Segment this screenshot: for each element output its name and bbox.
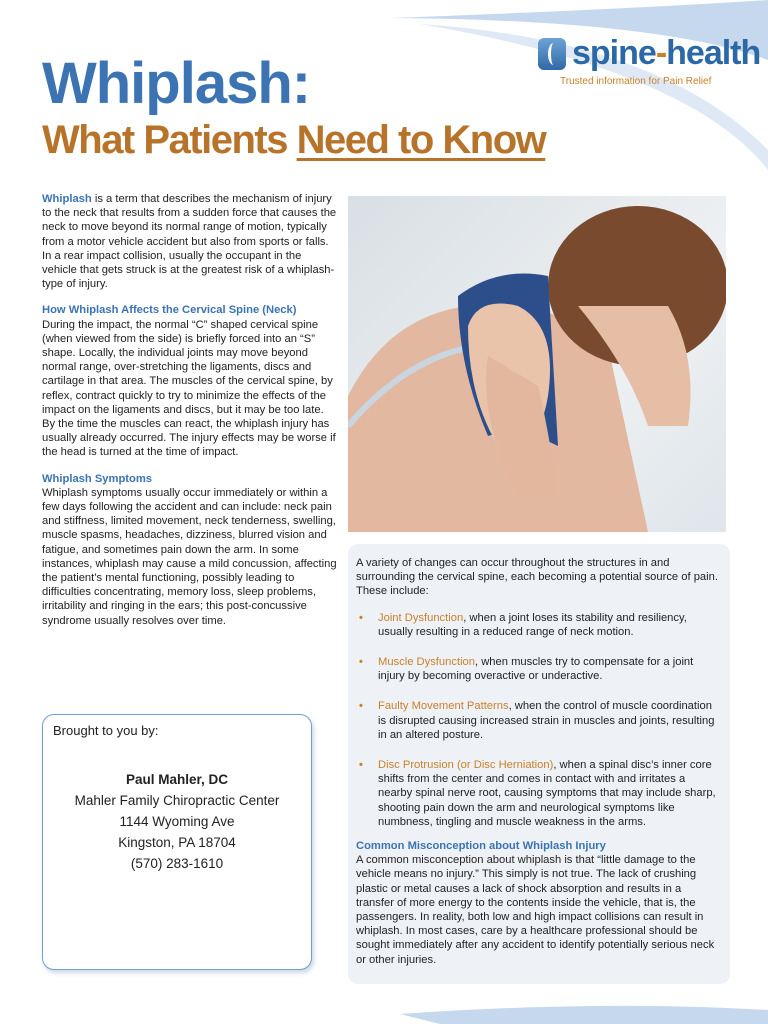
bullet-icon: • (359, 700, 363, 713)
changes-intro: A variety of changes can occur throughout the structures in and surrounding the cervical spine, each becoming a potential source of pain. These include: (356, 557, 718, 598)
sponsor-street: 1144 Wyoming Ave (119, 814, 235, 829)
sponsor-box (42, 714, 312, 970)
list-item: • Faulty Movement Patterns, when the control of muscle coordination is disrupted causing increased strain in muscles and joints, resulting in an altered posture. (359, 700, 715, 741)
sponsor-city: Kingston, PA 18704 (118, 835, 236, 850)
left-column (42, 192, 338, 628)
page-title: Whiplash: (42, 51, 311, 116)
misconception-heading: Common Misconception about Whiplash Injury (356, 840, 606, 853)
bullet-icon: • (359, 656, 363, 669)
intro-lead: Whiplash (42, 193, 92, 205)
spine-health-logo (538, 34, 761, 94)
spine-icon (538, 38, 566, 70)
page-subtitle: What Patients Need to Know (42, 118, 546, 162)
footer-swoosh (400, 1004, 768, 1024)
sponsor-name: Paul Mahler, DC (125, 772, 229, 787)
logo-wordmark: spine-health (572, 34, 761, 72)
cervical-paragraph: During the impact, the normal “C” shaped cervical spine (when viewed from the side) is briefly forced into an “S” shape. Locally, the individual joints may move beyond normal range, over-stretching the ligaments, discs and cartilage in that area. The muscles of the cervical spine, by reflex, contract quickly to try to minimize the effects of the impact on the ligaments and discs, but it may be too late. By the time the muscles can react, the whiplash injury has usually already occurred. The injury effects may be worse if the head is turned at the time of impact. (42, 318, 336, 459)
cervical-heading: How Whiplash Affects the Cervical Spine (Neck) (42, 304, 297, 317)
list-item: • Disc Protrusion (or Disc Herniation), when a spinal disc’s inner core shifts from the center and comes in contact with and irritates a nearby spinal nerve root, causing symptoms that may include sharp, shooting pain down the arm and neurological symptoms like numbness, tingling and muscle weakness in the arms. (359, 759, 716, 828)
symptoms-paragraph: Whiplash symptoms usually occur immediately or within a few days following the accident and can include: neck pain and stiffness, limited movement, neck tenderness, swelling, muscle spasms, headaches, dizziness, blurred vision and fatigue, and sometimes pain down the arm. In some instances, whiplash may cause a mild concussion, affecting the patient’s mental functioning, possibly leading to difficulties concentrating, memory loss, sleep problems, irritability and ringing in the ears; this post-concussive syndrome usually resolves over time. (42, 486, 337, 627)
list-item: • Joint Dysfunction, when a joint loses its stability and resiliency, usually resulting in a reduced range of neck motion. (359, 611, 687, 638)
sponsor-header: Brought to you by: (53, 723, 159, 738)
changes-list (356, 611, 722, 829)
logo-tagline: Trusted information for Pain Relief (560, 76, 712, 87)
list-item: • Muscle Dysfunction, when muscles try to compensate for a joint injury by becoming overactive or underactive. (359, 656, 694, 683)
bullet-icon: • (359, 759, 363, 772)
symptoms-heading: Whiplash Symptoms (42, 472, 153, 485)
misconception-paragraph: A common misconception about whiplash is that “little damage to the vehicle means no injury.” This simply is not true. The lack of crushing plastic or metal causes a lack of shock absorption and results in a transfer of more energy to the contents inside the vehicle, that is, the passengers. In reality, both low and high impact collisions can result in whiplash. In most cases, care by a healthcare professional should be sought immediately after any accident to identify potentially serious neck or other injuries. (356, 854, 715, 966)
sponsor-practice: Mahler Family Chiropractic Center (74, 793, 280, 808)
woman-ice-pack-photo (348, 196, 726, 532)
bullet-icon: • (359, 611, 363, 624)
intro-paragraph: Whiplash is a term that describes the mechanism of injury to the neck that results from a sudden force that causes the neck to move beyond its normal range of motion, typically from a motor vehicle accident but also from sports or falls. In a rear impact collision, usually the occupant in the vehicle that gets struck is at the greatest risk of a whiplash-type of injury. (42, 193, 337, 291)
changes-panel (348, 544, 730, 984)
sponsor-info (43, 769, 311, 874)
sponsor-phone: (570) 283-1610 (130, 856, 224, 871)
